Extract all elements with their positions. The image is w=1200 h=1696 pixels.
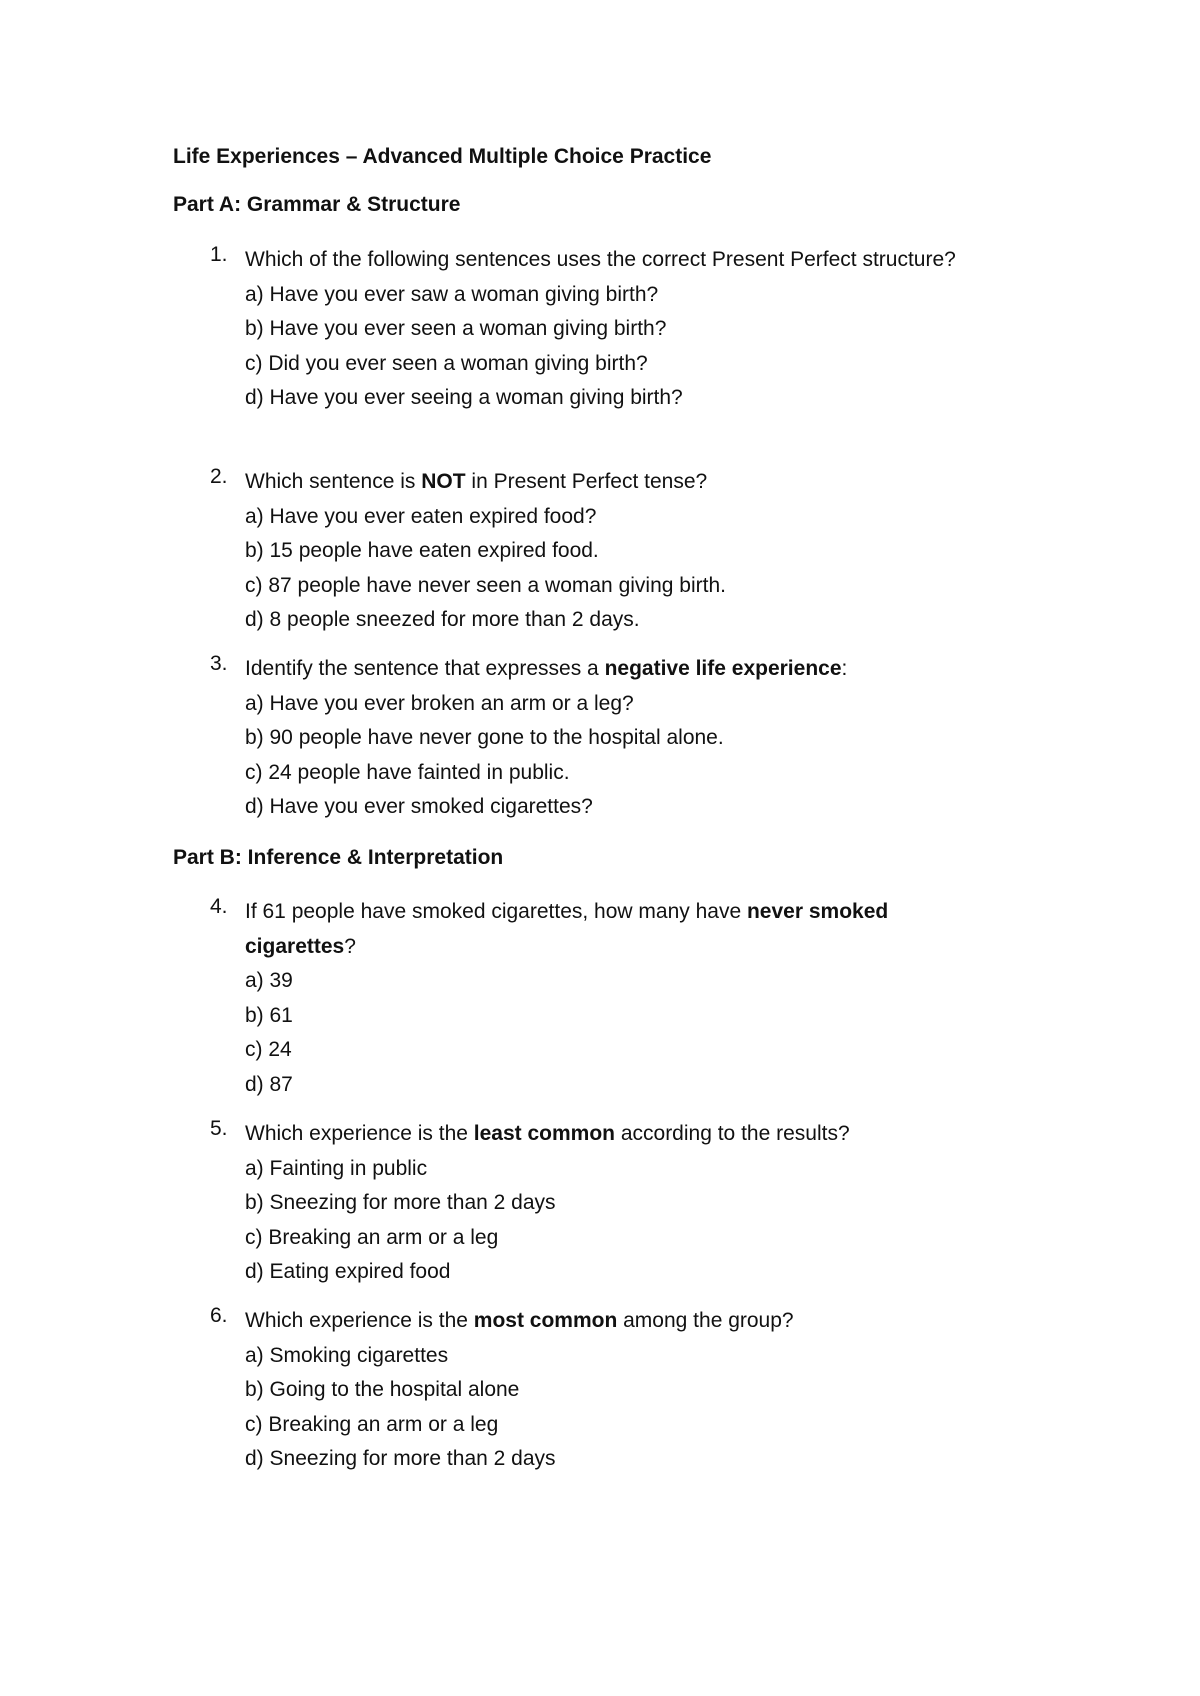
part-b-heading: Part B: Inference & Interpretation — [173, 846, 504, 869]
option-a: a) Have you ever saw a woman giving birth? — [245, 282, 659, 306]
option-b: b) Sneezing for more than 2 days — [245, 1191, 556, 1214]
option-d: d) Have you ever smoked cigarettes? — [245, 795, 593, 818]
question-number: 2. — [210, 465, 228, 488]
emphasis: most common — [473, 1309, 618, 1332]
option-d: d) Have you ever seeing a woman giving birth? — [245, 386, 683, 409]
question-text: Which sentence is NOT in Present Perfect tense? — [245, 470, 708, 493]
question-4 — [210, 895, 990, 1102]
question-text: Identify the sentence that expresses a negative life experience: — [245, 657, 848, 680]
question-text: Which experience is the most common among the group? — [245, 1309, 794, 1332]
part-a-heading: Part A: Grammar & Structure — [173, 193, 461, 216]
question-text: Which of the following sentences uses the correct Present Perfect structure? — [245, 248, 956, 271]
option-c: c) 87 people have never seen a woman giving birth. — [245, 573, 726, 597]
option-b: b) Have you ever seen a woman giving birth? — [245, 317, 667, 340]
option-c: c) Breaking an arm or a leg — [245, 1412, 499, 1436]
option-d: d) Sneezing for more than 2 days — [245, 1447, 556, 1470]
emphasis: least common — [473, 1122, 615, 1145]
page-title: Life Experiences – Advanced Multiple Choice Practice — [173, 145, 712, 168]
question-number: 6. — [210, 1304, 228, 1327]
option-a: a) Have you ever eaten expired food? — [245, 504, 597, 528]
question-5 — [210, 1117, 990, 1290]
option-c: c) 24 people have fainted in public. — [245, 760, 570, 784]
option-a: a) Smoking cigarettes — [245, 1343, 449, 1367]
question-3 — [210, 652, 990, 825]
question-text: If 61 people have smoked cigarettes, how many have never smoked cigarettes? — [245, 900, 889, 958]
question-text: Which experience is the least common according to the results? — [245, 1122, 850, 1145]
option-a: a) Have you ever broken an arm or a leg? — [245, 691, 634, 715]
option-d: d) 8 people sneezed for more than 2 days. — [245, 608, 640, 631]
option-d: d) Eating expired food — [245, 1260, 451, 1283]
question-1 — [210, 243, 990, 416]
question-number: 5. — [210, 1117, 228, 1140]
emphasis: never smoked cigarettes — [245, 900, 889, 958]
option-b: b) 61 — [245, 1003, 293, 1027]
option-c: c) 24 — [245, 1038, 292, 1061]
option-d: d) 87 — [245, 1072, 293, 1096]
emphasis: NOT — [421, 470, 466, 493]
emphasis: negative life experience — [604, 657, 842, 680]
option-c: c) Breaking an arm or a leg — [245, 1225, 499, 1249]
question-number: 1. — [210, 243, 228, 266]
question-6 — [210, 1304, 990, 1477]
question-number: 4. — [210, 895, 228, 918]
question-2 — [210, 465, 990, 638]
question-number: 3. — [210, 652, 228, 675]
option-b: b) 90 people have never gone to the hospital alone. — [245, 726, 724, 749]
option-c: c) Did you ever seen a woman giving birth? — [245, 351, 648, 375]
option-a: a) Fainting in public — [245, 1156, 428, 1180]
option-a: a) 39 — [245, 969, 293, 992]
option-b: b) 15 people have eaten expired food. — [245, 539, 599, 562]
option-b: b) Going to the hospital alone — [245, 1378, 520, 1401]
